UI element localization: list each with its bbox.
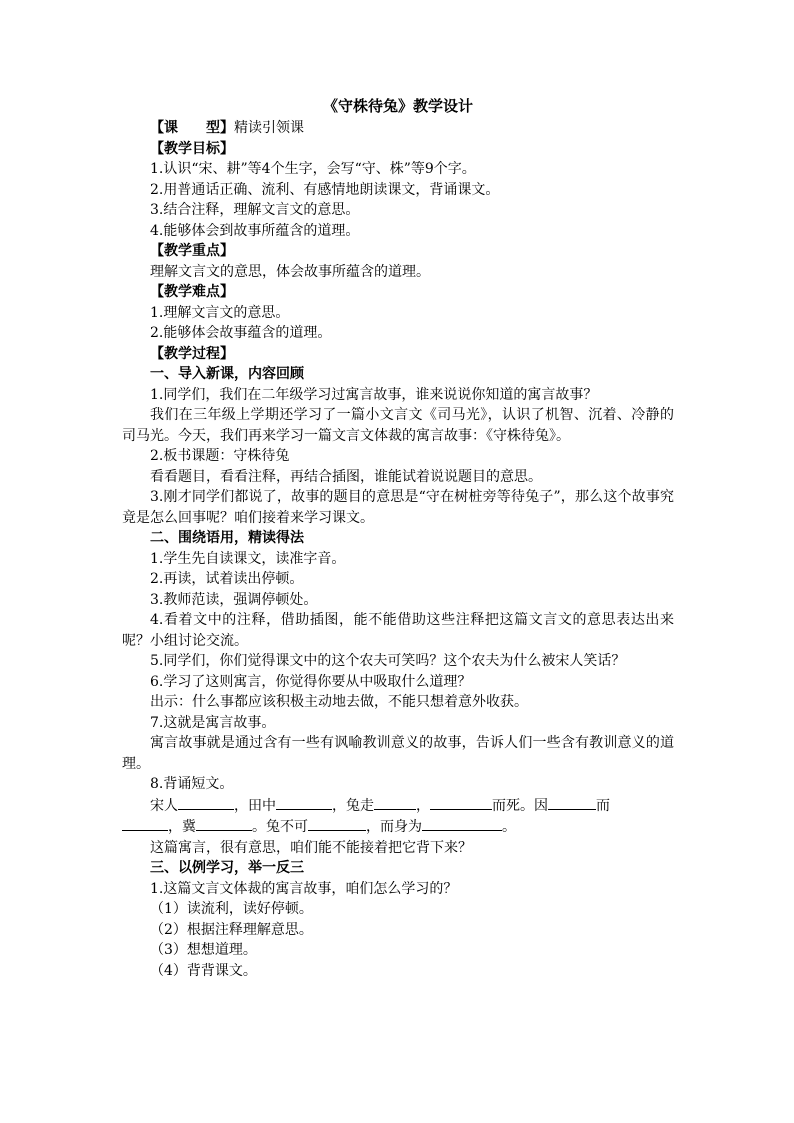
paragraph: 我们在三年级上学期还学习了一篇小文言文《司马光》，认识了机智、沉着、冷静的司马光。今天，我们再来学习一篇文言文体裁的寓言故事：《守株待兔》。 xyxy=(122,407,674,444)
lesson-type-label: 【课 型】 xyxy=(150,120,234,136)
key-points-heading: 【教学重点】 xyxy=(150,243,234,259)
paragraph: 1.同学们，我们在二年级学习过寓言故事，谁来说说你知道的寓言故事？ xyxy=(150,386,598,403)
goal-item: 2.用普通话正确、流利、有感情地朗读课文，背诵课文。 xyxy=(150,181,500,198)
difficulties-heading: 【教学难点】 xyxy=(150,284,234,300)
document-page xyxy=(122,96,674,981)
list-item: （3）想想道理。 xyxy=(150,942,257,958)
fill-text: 。 xyxy=(502,819,516,835)
blank-line xyxy=(374,795,416,810)
list-item: （4）背背课文。 xyxy=(150,962,257,979)
paragraph: 3.教师范读，强调停顿处。 xyxy=(150,591,318,608)
section-heading: 一、导入新课，内容回顾 xyxy=(150,366,304,382)
paragraph: 出示：什么事都应该积极主动地去做，不能只想着意外收获。 xyxy=(150,694,528,710)
paragraph: 2.板书课题：守株待兔 xyxy=(150,448,290,464)
key-points-text: 理解文言文的意思，体会故事所蕴含的道理。 xyxy=(150,263,430,280)
lesson-type-line xyxy=(122,118,674,139)
paragraph: 这篇寓言，很有意思，咱们能不能接着把它背下来？ xyxy=(150,839,472,856)
list-item: （2）根据注释理解意思。 xyxy=(150,921,313,938)
fill-text: ，而身为 xyxy=(366,819,422,835)
fill-text: ， xyxy=(416,797,430,814)
blank-line xyxy=(122,816,168,831)
fill-text: 而 xyxy=(596,797,610,814)
fill-text: 。兔不可 xyxy=(252,819,308,835)
blank-line xyxy=(422,816,502,831)
goal-item: 1.认识“宋、耕”等4个生字，会写“守、株”等9个字。 xyxy=(150,161,476,177)
fill-text: ，田中 xyxy=(234,797,276,814)
blank-line xyxy=(430,795,492,810)
blank-line xyxy=(178,795,234,810)
paragraph: 8.背诵短文。 xyxy=(150,776,234,792)
fill-in-blank-line-2 xyxy=(122,816,674,838)
process-heading: 【教学过程】 xyxy=(150,345,234,362)
paragraph: 看看题目，看看注释，再结合插图，谁能试着说说题目的意思。 xyxy=(150,468,542,485)
blank-line xyxy=(276,795,332,810)
fill-text: ，兔走 xyxy=(332,797,374,814)
paragraph: 5.同学们，你们觉得课文中的这个农夫可笑吗？这个农夫为什么被宋人笑话？ xyxy=(150,653,626,669)
difficulty-item: 1.理解文言文的意思。 xyxy=(150,304,290,321)
paragraph: 2.再读，试着读出停顿。 xyxy=(150,571,304,587)
paragraph: 1.这篇文言文体裁的寓言故事，咱们怎么学习的？ xyxy=(150,880,458,897)
goal-item: 4.能够体会到故事所蕴含的道理。 xyxy=(150,222,360,239)
section-heading: 二、围绕语用，精读得法 xyxy=(150,530,304,546)
paragraph: 1.学生先自读课文，读准字音。 xyxy=(150,550,346,567)
blank-line xyxy=(308,816,366,831)
fill-text: ，冀 xyxy=(168,819,196,835)
document-title: 《守株待兔》教学设计 xyxy=(322,97,473,115)
blank-line xyxy=(548,795,596,810)
goals-heading: 【教学目标】 xyxy=(150,140,234,157)
section-heading: 三、以例学习，举一反三 xyxy=(150,860,304,876)
lesson-type-value: 精读引领课 xyxy=(234,120,304,136)
paragraph: 7.这就是寓言故事。 xyxy=(150,714,276,731)
paragraph: 6.学习了这则寓言，你觉得你要从中吸取什么道理？ xyxy=(150,673,472,690)
goal-item: 3.结合注释，理解文言文的意思。 xyxy=(150,202,360,218)
paragraph: 4.看着文中的注释，借助插图，能不能借助这些注释把这篇文言文的意思表达出来呢？小组讨论交流。 xyxy=(122,612,674,649)
paragraph: 寓言故事就是通过含有一些有讽喻教训意义的故事，告诉人们一些含有教训意义的道理。 xyxy=(122,735,674,772)
difficulty-item: 2.能够体会故事蕴含的道理。 xyxy=(150,325,332,341)
fill-text: 而死。因 xyxy=(492,797,548,814)
blank-line xyxy=(196,816,252,831)
fill-in-blank-line-1 xyxy=(122,795,674,817)
list-item: （1）读流利，读好停顿。 xyxy=(150,901,313,917)
fill-text: 宋人 xyxy=(150,797,178,814)
paragraph: 3.刚才同学们都说了，故事的题目的意思是“守在树桩旁等待兔子”，那么这个故事究竟是怎么回事呢？咱们接着来学习课文。 xyxy=(122,489,674,526)
